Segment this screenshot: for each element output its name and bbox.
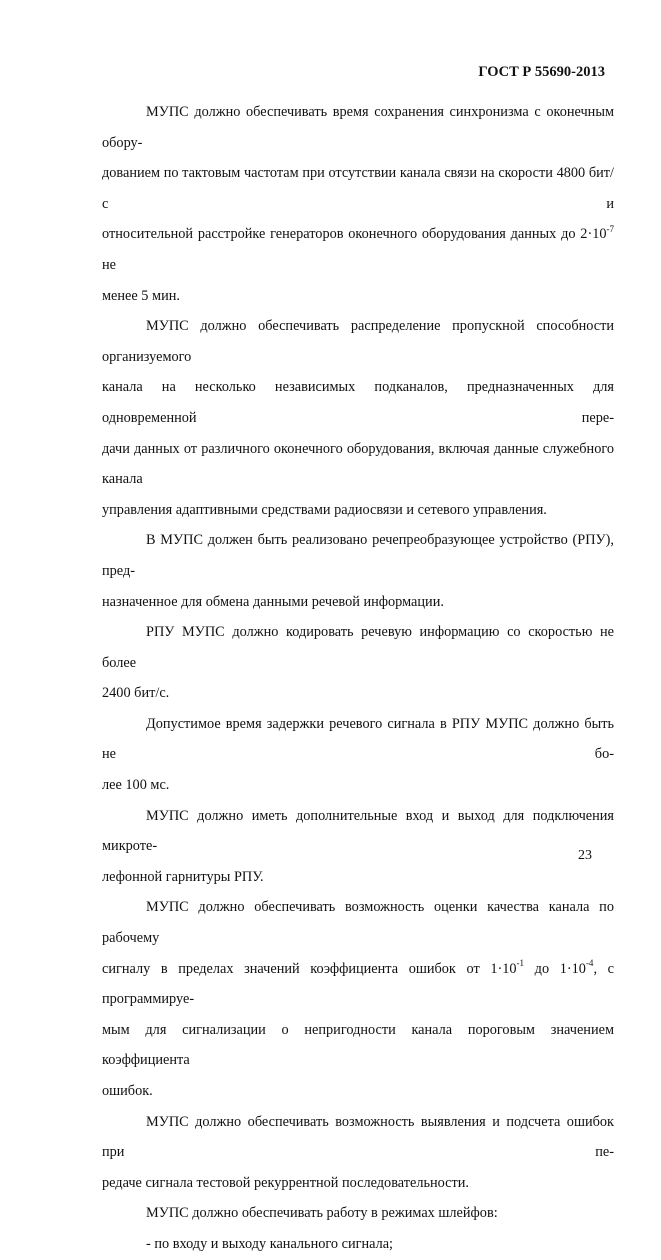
document-header-id: ГОСТ Р 55690-2013 [478,64,605,80]
text-line: МУПС должно обеспечивать возможность оценки качества канала по рабочему [102,899,614,947]
text-line: МУПС должно иметь дополнительные вход и выход для подключения микроте- [102,807,614,855]
text-line: сигналу в пределах значений коэффициента ошибок от $1\cdot 10^{-1}$ до $1\cdot 10^{-4}$, с программируе- [102,957,614,1008]
text-line: РПУ МУПС должно кодировать речевую информацию со скоростью не более [102,624,614,671]
text-line: назначенное для обмена данными речевой информации. [102,593,444,610]
text-line: МУПС должно обеспечивать возможность выявления и подсчета ошибок при пе- [102,1113,614,1161]
text-line: ошибок. [102,1083,153,1099]
text-line: канала на несколько независимых подканалов, предназначенных для одновременной пере- [102,379,614,426]
text-line: В МУПС должен быть реализовано речепреобразующее устройство (РПУ), пред- [102,532,614,579]
text-line: 2400 бит/с. [102,685,170,702]
text-line: МУПС должно обеспечивать время сохранения синхронизма с оконечным обору- [102,104,614,151]
text-line: менее 5 мин. [102,287,180,304]
text-line: Допустимое время задержки речевого сигнала в РПУ МУПС должно быть не бо- [102,715,614,763]
text-line: дованием по тактовым частотам при отсутствии канала связи на скорости 4800 бит/с и [102,165,614,212]
text-line: - по входу и выходу канального сигнала; [146,1235,394,1252]
text-line: МУПС должно обеспечивать работу в режимах шлейфов: [146,1205,498,1222]
text-line: мым для сигнализации о непригодности канала пороговым значением коэффициента [102,1021,614,1069]
text-line: дачи данных от различного оконечного оборудования, включая данные служебного канала [102,440,614,488]
superscript-exponent: -1 [516,957,525,968]
text-line: редаче сигнала тестовой рекуррентной последовательности. [102,1174,469,1191]
document-body [102,97,614,1260]
text-line: лее 100 мс. [102,777,170,794]
text-line: лефонной гарнитуры РПУ. [102,868,264,885]
page-number: 23 [578,848,592,863]
superscript-exponent: -7 [606,223,614,234]
text-line: относительной расстройке генераторов оконечного оборудования данных до $2\cdot 10^{-7}$ не [102,223,614,273]
text-line: управления адаптивными средствами радиосвязи и сетевого управления. [102,501,547,518]
text-line: МУПС должно обеспечивать распределение пропускной способности организуемого [102,318,614,365]
superscript-exponent: -4 [585,957,594,968]
